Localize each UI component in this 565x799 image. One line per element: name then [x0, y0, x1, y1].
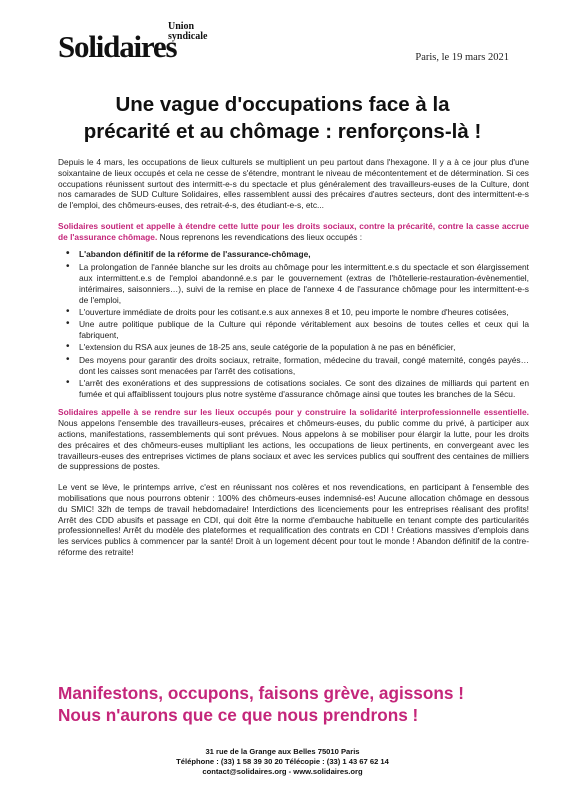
list-item: • Une autre politique publique de la Culture qui réponde véritablement aux besoins de toutes celles et ceux qui la fabriquent,	[79, 319, 529, 341]
list-item: • Des moyens pour garantir des droits sociaux, retraite, formation, médecine du travail, congé maternité, congés payés… dont les caisses sont menacées par l'arrêt des cotisations,	[79, 355, 529, 377]
document-body	[58, 157, 529, 558]
intro-paragraph: Depuis le 4 mars, les occupations de lieux culturels se multiplient un peu partout dans l'hexagone. Il y a à ce jour plus d'une soixantaine de lieux occupés et cela ne cesse de s'étendre, montrant le niveau de mécontentement et de détermination. Si ces occupations réunissent surtout des intermitt-e-s du spectacle et plus généralement des travailleurs-euses de la Culture, dont nos camarades de SUD Culture Solidaires, elles rassemblent aussi des précaires d'autres secteurs, dont des intermittent-e-s de l'emploi, des chômeurs-euses, des retrait-é-s, des étudiant-e-s, etc...	[58, 157, 529, 211]
title-line-1: Une vague d'occupations face à la	[115, 93, 450, 116]
logo-syndicale-word: syndicale	[168, 31, 208, 42]
logo-name: Solidaires	[58, 29, 177, 64]
solidaires-logo	[58, 22, 208, 66]
footer-phones: Téléphone : (33) 1 58 39 30 20 Télécopie : (33) 1 43 67 62 14	[176, 757, 389, 766]
demands-list	[58, 249, 529, 400]
support-highlight: Solidaires soutient et appelle à étendre cette lutte pour les droits sociaux, contre la précarité, contre la casse accrue de l'assurance chômage.	[58, 220, 529, 242]
solidarity-highlight: Solidaires appelle à se rendre sur les lieux occupés pour y construire la solidarité interprofessionnelle essentielle.	[58, 407, 529, 418]
document-title	[40, 91, 525, 145]
title-line-2: précarité et au chômage : renforçons-là !	[83, 120, 482, 143]
list-item: • L'abandon définitif de la réforme de l'assurance-chômage,	[79, 249, 529, 260]
footer-address: 31 rue de la Grange aux Belles 75010 Paris	[205, 747, 360, 756]
support-rest: Nous reprenons les revendications des lieux occupés :	[157, 231, 363, 242]
list-item: • L'extension du RSA aux jeunes de 18-25 ans, seule catégorie de la population à ne pas en bénéficier,	[79, 342, 529, 353]
solidarity-rest: Nous appelons l'ensemble des travailleurs-euses, précaires et chômeurs-euses, du public comme du privé, à participer aux actions, manifestations, rassemblements qui sont prévues. Nous appelons à se mobiliser pour élargir la lutte, pour les droits des précaires et des chômeurs-euses multipliant les actions, les occupations de lieux pertinents, en convergeant avec les travailleurs-euses des entreprises victimes de plans sociaux et avec les services publics qui souffrent des centaines de milliers de suppressions de postes.	[58, 418, 529, 472]
support-paragraph	[58, 221, 529, 243]
footer-web: contact@solidaires.org - www.solidaires.org	[202, 767, 363, 776]
list-item: • L'arrêt des exonérations et des suppressions de cotisations sociales. Ce sont des dizaines de milliards qui partent en fumée et qui affaiblissent toujours plus notre système d'assurance chômage ainsi que toutes les branches de la Sécu.	[79, 378, 529, 400]
slogan-line-1: Manifestons, occupons, faisons grève, agissons !	[58, 683, 464, 703]
slogan	[58, 682, 464, 726]
slogan-line-2: Nous n'aurons que ce que nous prendrons !	[58, 705, 419, 725]
footer-contact	[0, 747, 565, 777]
solidarity-paragraph	[58, 407, 529, 472]
list-item: • La prolongation de l'année blanche sur les droits au chômage pour les intermittent.e.s du spectacle et son élargissement aux intermittent.e.s de l'emploi abandonné.e.s par le gouvernement (extras de l'hôtellerie-restauration-évènementiel, intérimaires, saisonniers…), suivi de la remise en place de l'annexe 4 de l'assurance chômage pour les intermittent-e-s de l'emploi,	[79, 262, 529, 305]
list-item: • L'ouverture immédiate de droits pour les cotisant.e.s aux annexes 8 et 10, peu importe le nombre d'heures cotisées,	[79, 307, 529, 318]
closing-paragraph: Le vent se lève, le printemps arrive, c'est en réunissant nos colères et nos revendications, en participant à l'ensemble des mobilisations que nous pourrons obtenir : 100% des chômeurs-euses indemnisé-es! Aucune allocation chômage en dessous du SMIC! 32h de temps de travail hebdomadaire! Interdictions des licenciements pour les entreprises réalisant des profits! Arrêt des CDD abusifs et passage en CDI, qui doit être la norme d'embauche habituelle en tenant compte des particularités professionnelles! Arrêt du modèle des plateformes et requalification des contrats en CDI ! Créations massives d'emplois dans les services publics à commencer par la santé! Droit à un logement décent pour tout le monde ! Abandon définitif de la contre-réforme des retraite!	[58, 482, 529, 557]
document-date: Paris, le 19 mars 2021	[415, 52, 509, 63]
logo-union-word: Union	[168, 21, 195, 32]
